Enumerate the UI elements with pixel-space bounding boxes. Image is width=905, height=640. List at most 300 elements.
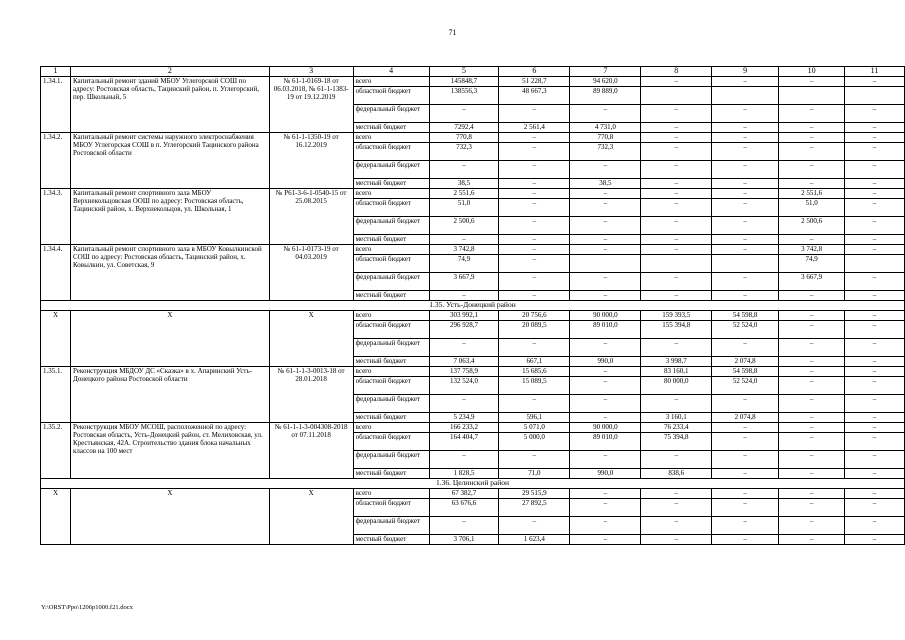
value-cell: – bbox=[499, 189, 570, 199]
budget-type-label: местный бюджет bbox=[353, 535, 429, 545]
budget-type-label: местный бюджет bbox=[353, 291, 429, 301]
value-cell: 54 598,8 bbox=[712, 311, 779, 321]
value-cell bbox=[641, 87, 712, 105]
value-cell: – bbox=[845, 469, 905, 479]
entry-number: 1.34.3. bbox=[41, 189, 71, 245]
value-cell: – bbox=[779, 339, 845, 357]
entry-name: Капитальный ремонт системы наружного электроснабжения МБОУ Углегорская СОШ в п. Углегорский Тацинского района Ростовской области bbox=[70, 133, 269, 189]
value-cell: – bbox=[712, 123, 779, 133]
value-cell: – bbox=[712, 395, 779, 413]
value-cell: – bbox=[712, 339, 779, 357]
value-cell: – bbox=[570, 377, 641, 395]
value-cell: 20 756,6 bbox=[499, 311, 570, 321]
value-cell: – bbox=[499, 451, 570, 469]
budget-type-label: федеральный бюджет bbox=[353, 217, 429, 235]
value-cell: 75 394,8 bbox=[641, 433, 712, 451]
value-cell: 7 063,4 bbox=[429, 357, 499, 367]
column-header: 10 bbox=[779, 67, 845, 77]
value-cell: – bbox=[845, 489, 905, 499]
value-cell: 145848,7 bbox=[429, 77, 499, 87]
value-cell: 83 160,1 bbox=[641, 367, 712, 377]
value-cell: 74,9 bbox=[779, 255, 845, 273]
entry-document: № 61-1-1350-19 от 16.12.2019 bbox=[269, 133, 353, 189]
value-cell: 164 404,7 bbox=[429, 433, 499, 451]
value-cell: – bbox=[499, 133, 570, 143]
budget-type-label: всего bbox=[353, 423, 429, 433]
value-cell: 89 010,0 bbox=[570, 321, 641, 339]
value-cell: – bbox=[779, 321, 845, 339]
value-cell: – bbox=[570, 517, 641, 535]
column-header: 2 bbox=[70, 67, 269, 77]
value-cell: 732,3 bbox=[429, 143, 499, 161]
value-cell: – bbox=[845, 339, 905, 357]
value-cell: 990,0 bbox=[570, 469, 641, 479]
value-cell: – bbox=[845, 143, 905, 161]
value-cell: – bbox=[712, 535, 779, 545]
value-cell: – bbox=[429, 291, 499, 301]
value-cell: 990,0 bbox=[570, 357, 641, 367]
value-cell: – bbox=[641, 339, 712, 357]
value-cell: – bbox=[779, 311, 845, 321]
value-cell: 29 515,9 bbox=[499, 489, 570, 499]
value-cell: – bbox=[845, 179, 905, 189]
value-cell: – bbox=[429, 235, 499, 245]
value-cell: – bbox=[845, 77, 905, 87]
value-cell: – bbox=[429, 395, 499, 413]
value-cell: 38,5 bbox=[429, 179, 499, 189]
value-cell: – bbox=[499, 339, 570, 357]
value-cell: 3 998,7 bbox=[641, 357, 712, 367]
value-cell: – bbox=[570, 161, 641, 179]
entry-name: Капитальный ремонт спортивного зала МБОУ Верхнекольцовская ООШ по адресу: Ростовская область, Тацинский район, х. Верхнекольцов, ул. Школьная, 1 bbox=[70, 189, 269, 245]
value-cell bbox=[712, 255, 779, 273]
budget-type-label: местный бюджет bbox=[353, 413, 429, 423]
value-cell: 838,6 bbox=[641, 469, 712, 479]
value-cell: – bbox=[499, 161, 570, 179]
value-cell: 63 676,6 bbox=[429, 499, 499, 517]
budget-type-label: областной бюджет bbox=[353, 499, 429, 517]
budget-type-label: областной бюджет bbox=[353, 199, 429, 217]
value-cell: 3 706,1 bbox=[429, 535, 499, 545]
value-cell: – bbox=[499, 143, 570, 161]
value-cell: 89 010,0 bbox=[570, 433, 641, 451]
entry-document: № 61-1-1-3-0013-18 от 28.01.2018 bbox=[269, 367, 353, 423]
value-cell: 54 598,8 bbox=[712, 367, 779, 377]
value-cell: 1 623,4 bbox=[499, 535, 570, 545]
table-row bbox=[41, 489, 905, 499]
value-cell: – bbox=[641, 133, 712, 143]
column-header: 4 bbox=[353, 67, 429, 77]
budget-type-label: всего bbox=[353, 133, 429, 143]
value-cell: 2 500,6 bbox=[429, 217, 499, 235]
value-cell: – bbox=[712, 161, 779, 179]
budget-type-label: федеральный бюджет bbox=[353, 161, 429, 179]
entry-document: Х bbox=[269, 311, 353, 367]
value-cell: – bbox=[641, 535, 712, 545]
budget-type-label: федеральный бюджет bbox=[353, 517, 429, 535]
value-cell: – bbox=[712, 235, 779, 245]
value-cell: – bbox=[845, 189, 905, 199]
entry-number: 1.34.4. bbox=[41, 245, 71, 301]
entry-document: № 61-1-0173-19 от 04.03.2019 bbox=[269, 245, 353, 301]
value-cell: 2 551,6 bbox=[429, 189, 499, 199]
value-cell: – bbox=[712, 273, 779, 291]
value-cell: – bbox=[429, 105, 499, 123]
value-cell: – bbox=[641, 489, 712, 499]
budget-type-label: федеральный бюджет bbox=[353, 451, 429, 469]
value-cell: – bbox=[779, 179, 845, 189]
value-cell: – bbox=[845, 377, 905, 395]
value-cell: 3 160,1 bbox=[641, 413, 712, 423]
value-cell: 51 228,7 bbox=[499, 77, 570, 87]
value-cell bbox=[570, 255, 641, 273]
value-cell: – bbox=[712, 245, 779, 255]
column-header: 9 bbox=[712, 67, 779, 77]
value-cell: 2 551,6 bbox=[779, 189, 845, 199]
value-cell: – bbox=[845, 535, 905, 545]
value-cell: – bbox=[499, 395, 570, 413]
value-cell: – bbox=[641, 179, 712, 189]
value-cell: 596,1 bbox=[499, 413, 570, 423]
value-cell: 3 667,9 bbox=[429, 273, 499, 291]
value-cell: – bbox=[570, 395, 641, 413]
value-cell: – bbox=[429, 339, 499, 357]
value-cell: 2 074,8 bbox=[712, 357, 779, 367]
budget-type-label: всего bbox=[353, 311, 429, 321]
value-cell: 71,0 bbox=[499, 469, 570, 479]
value-cell: – bbox=[712, 489, 779, 499]
value-cell: 5 071,0 bbox=[499, 423, 570, 433]
value-cell: 80 000,0 bbox=[641, 377, 712, 395]
value-cell: 15 685,6 bbox=[499, 367, 570, 377]
budget-type-label: областной бюджет bbox=[353, 321, 429, 339]
entry-document: № 61-1-0169-18 от 06.03.2018, № 61-1-1383-19 от 19.12.2019 bbox=[269, 77, 353, 133]
value-cell: 51,0 bbox=[429, 199, 499, 217]
value-cell: 3 667,9 bbox=[779, 273, 845, 291]
value-cell: – bbox=[641, 105, 712, 123]
entry-number: Х bbox=[41, 311, 71, 367]
value-cell: 4 731,0 bbox=[570, 123, 641, 133]
value-cell: – bbox=[570, 499, 641, 517]
value-cell: 303 992,1 bbox=[429, 311, 499, 321]
value-cell: – bbox=[499, 273, 570, 291]
value-cell: 732,3 bbox=[570, 143, 641, 161]
value-cell: – bbox=[570, 273, 641, 291]
value-cell: – bbox=[641, 517, 712, 535]
value-cell: 90 000,0 bbox=[570, 423, 641, 433]
budget-type-label: всего bbox=[353, 489, 429, 499]
value-cell: 67 382,7 bbox=[429, 489, 499, 499]
value-cell: 155 394,8 bbox=[641, 321, 712, 339]
value-cell: – bbox=[641, 161, 712, 179]
value-cell: – bbox=[845, 395, 905, 413]
value-cell: 3 742,8 bbox=[429, 245, 499, 255]
value-cell: – bbox=[779, 395, 845, 413]
column-header-row bbox=[41, 67, 905, 77]
value-cell: – bbox=[712, 291, 779, 301]
value-cell: – bbox=[845, 199, 905, 217]
entry-name: Реконструкция МБДОУ ДС «Сказка» в х. Апаринский Усть-Донецкого района Ростовской области bbox=[70, 367, 269, 423]
value-cell: – bbox=[499, 179, 570, 189]
value-cell: 76 233,4 bbox=[641, 423, 712, 433]
table-row bbox=[41, 133, 905, 143]
value-cell: 90 000,0 bbox=[570, 311, 641, 321]
value-cell: – bbox=[712, 77, 779, 87]
value-cell: – bbox=[641, 123, 712, 133]
value-cell: – bbox=[570, 217, 641, 235]
entry-number: Х bbox=[41, 489, 71, 545]
value-cell: – bbox=[641, 143, 712, 161]
value-cell: 137 758,9 bbox=[429, 367, 499, 377]
value-cell: – bbox=[779, 469, 845, 479]
entry-name: Х bbox=[70, 311, 269, 367]
budget-type-label: областной бюджет bbox=[353, 255, 429, 273]
value-cell: – bbox=[570, 367, 641, 377]
entry-name: Капитальный ремонт зданий МБОУ Углегорской СОШ по адресу: Ростовская область, Тацинский район, п. Углегорский, пер. Школьный, 5 bbox=[70, 77, 269, 133]
budget-type-label: областной бюджет bbox=[353, 143, 429, 161]
column-header: 3 bbox=[269, 67, 353, 77]
value-cell: 159 393,5 bbox=[641, 311, 712, 321]
value-cell: – bbox=[845, 357, 905, 367]
budget-type-label: всего bbox=[353, 367, 429, 377]
section-row bbox=[41, 479, 905, 489]
value-cell: – bbox=[779, 413, 845, 423]
value-cell: 27 892,5 bbox=[499, 499, 570, 517]
budget-type-label: всего bbox=[353, 77, 429, 87]
budget-type-label: местный бюджет bbox=[353, 357, 429, 367]
value-cell: – bbox=[499, 245, 570, 255]
value-cell: – bbox=[499, 217, 570, 235]
value-cell: – bbox=[641, 77, 712, 87]
value-cell: – bbox=[712, 143, 779, 161]
value-cell: – bbox=[641, 291, 712, 301]
value-cell: – bbox=[712, 189, 779, 199]
value-cell: – bbox=[570, 189, 641, 199]
entry-document: № 61-1-1-3-004308-2018 от 07.11.2018 bbox=[269, 423, 353, 479]
value-cell: – bbox=[712, 179, 779, 189]
value-cell: – bbox=[499, 235, 570, 245]
value-cell: 770,8 bbox=[429, 133, 499, 143]
budget-type-label: местный бюджет bbox=[353, 179, 429, 189]
value-cell: – bbox=[845, 367, 905, 377]
value-cell: – bbox=[779, 367, 845, 377]
column-header: 6 bbox=[499, 67, 570, 77]
value-cell: – bbox=[845, 161, 905, 179]
value-cell: – bbox=[712, 105, 779, 123]
value-cell: – bbox=[429, 161, 499, 179]
value-cell: 667,1 bbox=[499, 357, 570, 367]
section-row bbox=[41, 301, 905, 311]
value-cell: – bbox=[712, 217, 779, 235]
value-cell: 296 928,7 bbox=[429, 321, 499, 339]
value-cell: – bbox=[499, 517, 570, 535]
column-header: 8 bbox=[641, 67, 712, 77]
value-cell: – bbox=[779, 143, 845, 161]
budget-type-label: федеральный бюджет bbox=[353, 339, 429, 357]
table-row bbox=[41, 367, 905, 377]
budget-type-label: местный бюджет bbox=[353, 469, 429, 479]
value-cell: – bbox=[570, 535, 641, 545]
value-cell: – bbox=[712, 133, 779, 143]
value-cell: – bbox=[712, 423, 779, 433]
value-cell: – bbox=[712, 499, 779, 517]
table-row bbox=[41, 189, 905, 199]
value-cell: – bbox=[641, 189, 712, 199]
value-cell: – bbox=[499, 255, 570, 273]
value-cell: – bbox=[845, 499, 905, 517]
value-cell: – bbox=[570, 489, 641, 499]
entry-document: № Р61-3-6-1-0540-15 от 25.08.2015 bbox=[269, 189, 353, 245]
value-cell: 20 089,5 bbox=[499, 321, 570, 339]
value-cell: – bbox=[779, 235, 845, 245]
table-row bbox=[41, 311, 905, 321]
value-cell: 3 742,8 bbox=[779, 245, 845, 255]
value-cell bbox=[845, 87, 905, 105]
column-header: 5 bbox=[429, 67, 499, 77]
value-cell: 52 524,0 bbox=[712, 321, 779, 339]
value-cell: – bbox=[712, 199, 779, 217]
value-cell: – bbox=[779, 451, 845, 469]
budget-type-label: всего bbox=[353, 189, 429, 199]
value-cell: 132 524,0 bbox=[429, 377, 499, 395]
value-cell: – bbox=[570, 451, 641, 469]
value-cell: – bbox=[712, 433, 779, 451]
value-cell: – bbox=[779, 423, 845, 433]
value-cell: – bbox=[845, 235, 905, 245]
column-header: 11 bbox=[845, 67, 905, 77]
table-row bbox=[41, 245, 905, 255]
value-cell: – bbox=[845, 413, 905, 423]
value-cell: – bbox=[570, 413, 641, 423]
value-cell: – bbox=[429, 517, 499, 535]
value-cell: – bbox=[845, 311, 905, 321]
entry-number: 1.34.2. bbox=[41, 133, 71, 189]
value-cell: 166 233,2 bbox=[429, 423, 499, 433]
value-cell: – bbox=[499, 105, 570, 123]
value-cell: – bbox=[779, 517, 845, 535]
value-cell bbox=[779, 87, 845, 105]
value-cell: – bbox=[845, 123, 905, 133]
value-cell bbox=[641, 255, 712, 273]
value-cell: – bbox=[779, 377, 845, 395]
value-cell: 138556,3 bbox=[429, 87, 499, 105]
value-cell: – bbox=[779, 133, 845, 143]
value-cell: 74,9 bbox=[429, 255, 499, 273]
entry-name: Реконструкция МБОУ МСОШ, расположенной по адресу: Ростовская область, Усть-Донецкий район, ст. Мелиховская, ул. Крестьянская, 42А. Строительство здания блока начальных классов на 100 мест bbox=[70, 423, 269, 479]
value-cell: 1 828,5 bbox=[429, 469, 499, 479]
value-cell: – bbox=[570, 235, 641, 245]
value-cell: – bbox=[779, 535, 845, 545]
value-cell: – bbox=[641, 217, 712, 235]
value-cell: 5 234,9 bbox=[429, 413, 499, 423]
budget-type-label: местный бюджет bbox=[353, 123, 429, 133]
value-cell: – bbox=[712, 451, 779, 469]
value-cell: – bbox=[845, 245, 905, 255]
value-cell: – bbox=[779, 291, 845, 301]
budget-type-label: федеральный бюджет bbox=[353, 273, 429, 291]
value-cell: 38,5 bbox=[570, 179, 641, 189]
footer-file-path: Y:\ORST\Ppo\1206p1000.f21.docx bbox=[41, 604, 133, 611]
value-cell: – bbox=[845, 433, 905, 451]
value-cell: – bbox=[570, 199, 641, 217]
value-cell: – bbox=[570, 291, 641, 301]
value-cell: 48 667,3 bbox=[499, 87, 570, 105]
value-cell: 7292,4 bbox=[429, 123, 499, 133]
value-cell bbox=[845, 255, 905, 273]
budget-type-label: местный бюджет bbox=[353, 235, 429, 245]
section-title: 1.35. Усть-Донецкий район bbox=[41, 301, 905, 311]
value-cell: 770,8 bbox=[570, 133, 641, 143]
value-cell: – bbox=[779, 357, 845, 367]
value-cell: 15 089,5 bbox=[499, 377, 570, 395]
entry-number: 1.35.2. bbox=[41, 423, 71, 479]
entry-document: Х bbox=[269, 489, 353, 545]
budget-table bbox=[40, 66, 905, 545]
value-cell: – bbox=[641, 451, 712, 469]
entry-name: Х bbox=[70, 489, 269, 545]
value-cell: – bbox=[779, 77, 845, 87]
value-cell: – bbox=[499, 291, 570, 301]
value-cell: 94 620,0 bbox=[570, 77, 641, 87]
value-cell: – bbox=[845, 133, 905, 143]
value-cell: – bbox=[845, 217, 905, 235]
page-number: 71 bbox=[448, 28, 457, 37]
entry-name: Капитальный ремонт спортивного зала в МБОУ Ковылкинской СОШ по адресу: Ростовская область, Тацинский район, х. Ковылкин, ул. Советская, 9 bbox=[70, 245, 269, 301]
value-cell: – bbox=[845, 105, 905, 123]
budget-type-label: областной бюджет bbox=[353, 377, 429, 395]
value-cell: – bbox=[641, 395, 712, 413]
value-cell: – bbox=[779, 489, 845, 499]
value-cell: – bbox=[712, 517, 779, 535]
value-cell: 51,0 bbox=[779, 199, 845, 217]
value-cell: – bbox=[641, 273, 712, 291]
value-cell: – bbox=[845, 291, 905, 301]
entry-number: 1.34.1. bbox=[41, 77, 71, 133]
value-cell: – bbox=[641, 499, 712, 517]
value-cell: – bbox=[570, 245, 641, 255]
entry-number: 1.35.1. bbox=[41, 367, 71, 423]
value-cell: – bbox=[779, 123, 845, 133]
value-cell: – bbox=[779, 161, 845, 179]
budget-type-label: всего bbox=[353, 245, 429, 255]
value-cell: – bbox=[641, 199, 712, 217]
budget-type-label: областной бюджет bbox=[353, 87, 429, 105]
value-cell: – bbox=[845, 451, 905, 469]
value-cell: – bbox=[779, 499, 845, 517]
value-cell bbox=[712, 87, 779, 105]
value-cell: 89 889,0 bbox=[570, 87, 641, 105]
value-cell: – bbox=[845, 273, 905, 291]
value-cell: 2 500,6 bbox=[779, 217, 845, 235]
value-cell: – bbox=[499, 199, 570, 217]
value-cell: 52 524,0 bbox=[712, 377, 779, 395]
value-cell: – bbox=[845, 321, 905, 339]
column-header: 1 bbox=[41, 67, 71, 77]
value-cell: – bbox=[641, 235, 712, 245]
value-cell: – bbox=[641, 245, 712, 255]
value-cell: 2 561,4 bbox=[499, 123, 570, 133]
value-cell: 2 074,8 bbox=[712, 413, 779, 423]
table-row bbox=[41, 423, 905, 433]
value-cell: – bbox=[570, 339, 641, 357]
value-cell: – bbox=[570, 105, 641, 123]
column-header: 7 bbox=[570, 67, 641, 77]
section-title: 1.36. Целинский район bbox=[41, 479, 905, 489]
budget-type-label: областной бюджет bbox=[353, 433, 429, 451]
value-cell: – bbox=[779, 105, 845, 123]
value-cell: – bbox=[712, 469, 779, 479]
value-cell: – bbox=[779, 433, 845, 451]
